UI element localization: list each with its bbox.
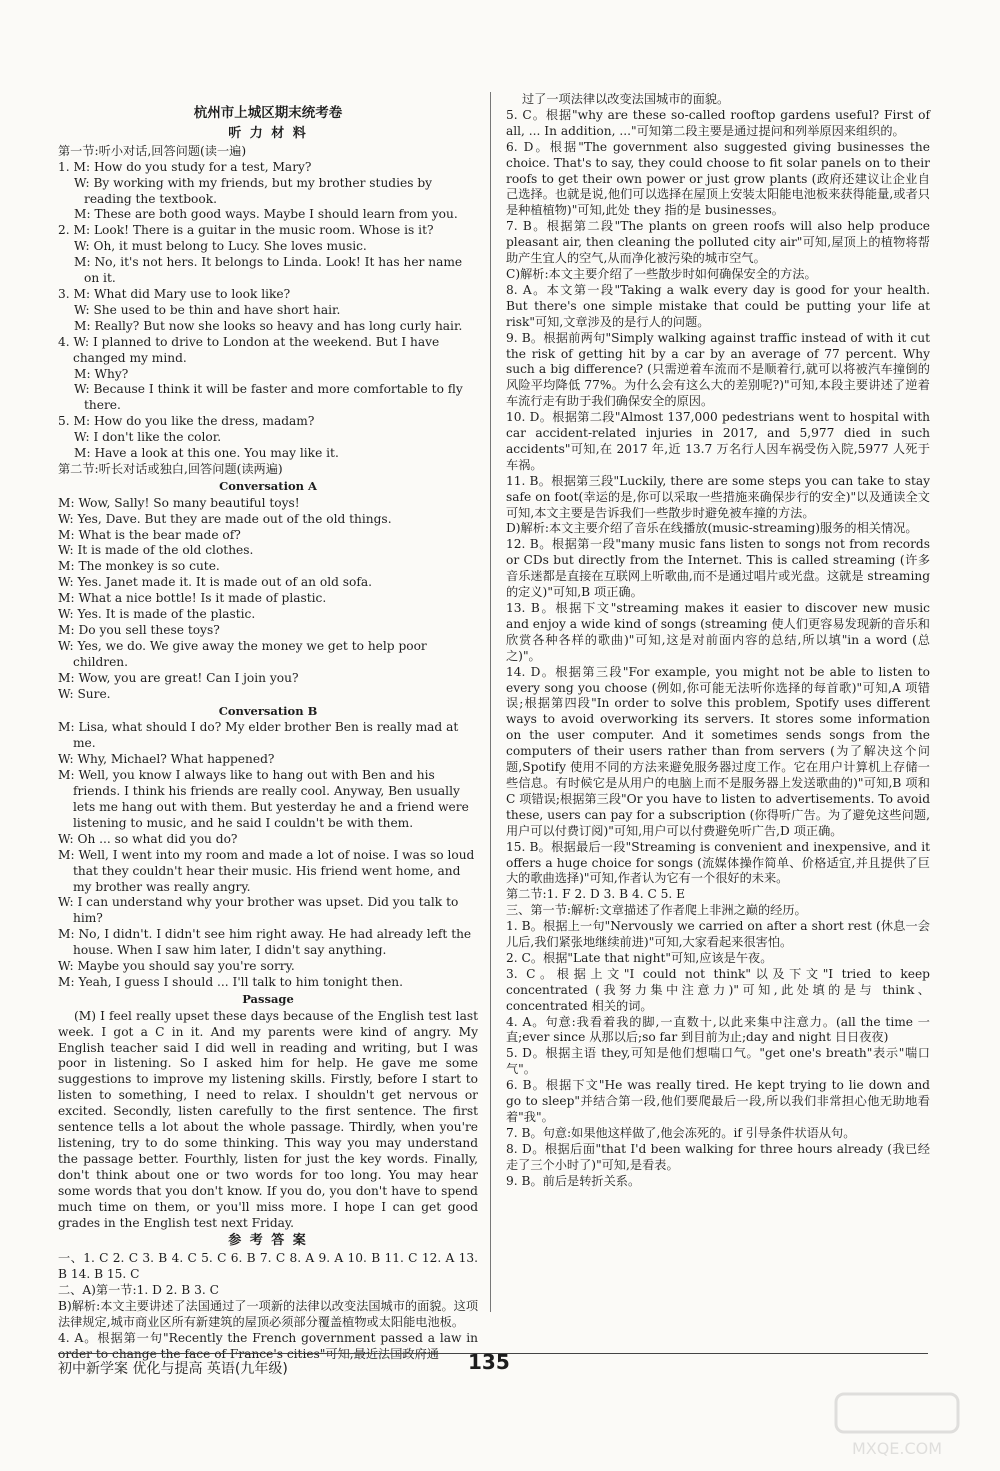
dialogue-line: M: Lisa, what should I do? My elder brother Ben is really mad at me.: [58, 720, 459, 751]
answer-item: 9. B。根据前两句"Simply walking against traffic instead of with it cut the risk of getting hit by a car by an average of 77 percent. Why such a big difference? (只需逆着车流而不是顺着行,就可以将被汽车撞倒的风险平均降低 77%。为什么会有这么大的差别呢?)"可知,本段主要讲述了逆着车流行走有助于我们确保安全的原因。: [506, 330, 930, 409]
answer-line: 二、A)第一节:1. D 2. B 3. C: [58, 1283, 219, 1298]
part2-heading: 第二节:听长对话或独白,回答问题(读两遍): [58, 461, 283, 476]
dialogue-line: M: Yeah, I guess I should ... I'll talk to him tonight then.: [58, 974, 404, 989]
watermark-logo: [832, 1388, 962, 1460]
answer-item: 6. B。根据下文"He was really tired. He kept trying to lie down and go to sleep"并结合第一段,他们要爬最后一段,所以我们非常担心他无助地看着"我"。: [506, 1078, 930, 1124]
answer-item: 过了一项法律以改变法国城市的面貌。: [522, 92, 730, 106]
answer-item: D)解析:本文主要介绍了音乐在线播放(music-streaming)服务的相关情况。: [506, 521, 918, 536]
answer-item: 7. B。根据第二段"The plants on green roofs will also help produce pleasant air, then cleaning the polluted city air"可知,屋顶上的植物将帮助产生宜人的空气,从而净化被污染的城市空气。: [506, 219, 930, 266]
answer-item: 第二节:1. F 2. D 3. B 4. C 5. E: [506, 887, 686, 902]
dialogue-line: W: Yes. It is made of the plastic.: [58, 607, 256, 622]
dialogue-line: M: What is the bear made of?: [58, 527, 241, 542]
conversation-a: [58, 496, 478, 703]
conversation-a-heading: Conversation A: [219, 478, 317, 493]
dialogue-line: W: Oh ... so what did you do?: [58, 831, 238, 846]
dialogue-line: W: By working with my friends, but my brother studies by reading the textbook.: [74, 175, 433, 206]
dialogue-line: M: The monkey is so cute.: [58, 559, 220, 574]
answer-item: 2. C。根据"Late that night"可知,应该是午夜。: [506, 950, 773, 965]
answer-item: 4. A。句意:我看着我的脚,一直数十,以此来集中注意力。(all the time 一直;ever since 从那以后;so far 到目前为止;day and night 日日夜夜): [506, 1014, 930, 1045]
dialogue-line: 2. M: Look! There is a guitar in the music room. Whose is it?: [58, 223, 434, 238]
dialogue-line: M: What a nice bottle! Is it made of plastic.: [58, 591, 327, 606]
answer-item: 5. D。根据主语 they,可知是他们想喘口气。"get one's breath"表示"喘口气"。: [506, 1046, 930, 1077]
page-number: 135: [468, 1350, 510, 1374]
dialogue-line: M: These are both good ways. Maybe I should learn from you.: [74, 207, 458, 222]
book-title: 初中新学案 优化与提高 英语(九年级): [58, 1361, 288, 1377]
dialogue-line: M: Why?: [74, 366, 129, 381]
column-divider: [490, 92, 491, 1312]
dialogue-line: M: Wow, Sally! So many beautiful toys!: [58, 495, 300, 510]
dialogue-line: W: I can understand why your brother was upset. Did you talk to him?: [58, 895, 459, 926]
conversation-b: [58, 720, 478, 990]
dialogue-line: W: Sure.: [58, 686, 111, 701]
answer-item: 三、第一节:解析:文章描述了作者爬上非洲之巅的经历。: [506, 903, 807, 918]
dialogue-line: W: Maybe you should say you're sorry.: [58, 959, 295, 974]
right-column: [506, 92, 930, 1190]
dialogue-line: W: It is made of the old clothes.: [58, 543, 254, 558]
part1-dialogues: [58, 160, 478, 462]
dialogue-line: M: Have a look at this one. You may like it.: [74, 446, 339, 461]
answer-item: C)解析:本文主要介绍了一些散步时如何确保安全的方法。: [506, 266, 817, 281]
dialogue-line: M: No, it's not hers. It belongs to Linda. Look! It has her name on it.: [74, 255, 463, 286]
answer-item: 13. B。根据下文"streaming makes it easier to discover new music and enjoy a wide kind of songs (streaming 使人们更容易发现新的音乐和欣赏各种各样的歌曲)"可知,这是对前面内容的总结,所以填"in a word (总之)"。: [506, 601, 930, 663]
passage-heading: Passage: [242, 991, 294, 1006]
conversation-b-heading: Conversation B: [218, 703, 318, 718]
answer-item: 6. D。根据"The government also suggested giving businesses the choice. That's to say, they could choose to fit solar panels on to their roofs to get their own power or just grow plants (政府还建议让企业自己选择。也就是说,他们可以选择在屋顶上安装太阳能电池板来获得能量,或者只是种植植物)"可知,此处 they 指的是 businesses。: [506, 139, 930, 218]
answers-heading: 参 考 答 案: [228, 1233, 308, 1249]
dialogue-line: 1. M: How do you study for a test, Mary?: [58, 159, 312, 174]
dialogue-line: W: Yes. Janet made it. It is made out of an old sofa.: [58, 575, 373, 590]
dialogue-line: W: Why, Michael? What happened?: [58, 752, 275, 767]
answer-item: 8. D。根据后面"that I'd been walking for three hours already (我已经走了三个小时了)"可知,是看表。: [506, 1141, 930, 1172]
dialogue-line: 5. M: How do you like the dress, madam?: [58, 414, 315, 429]
answer-item: 14. D。根据第三段"For example, you might not be able to listen to every song you choose (例如,你可能无法听你选择的每首歌)"可知,A 项错误;根据第四段"In order to solve this problem, Spotify uses different ways to avoid overworking its servers. It stores some information on the user computer. And it sometimes sends songs from the computers of their users rather than from servers (为了解决这个问题,Spotify 使用不同的方法来避免服务器过度工作。它在用户计算机上存储一些信息。有时候它是从用户的电脑上而不是服务器上发送歌曲的)"可知,B 项和 C 项错误;根据第三段"Or you have to listen to advertisements. To avoid these, users can pay for a subscription (你得听广告。为了避免这些问题,用户可以付费订阅)"可知,用户可以付费避免听广告,D 项正确。: [506, 664, 930, 838]
answer-item: 9. B。前后是转折关系。: [506, 1173, 641, 1188]
dialogue-line: 3. M: What did Mary use to look like?: [58, 286, 291, 301]
answer-item: 5. C。根据"why are these so-called rooftop gardens useful? First of all, ... In addition, ..."可知第二段主要是通过提问和列举原因来组织的。: [506, 107, 930, 138]
dialogue-line: M: Really? But now she looks so heavy and has long curly hair.: [74, 318, 463, 333]
listening-material-heading: 听 力 材 料: [228, 125, 308, 141]
dialogue-line: M: Well, I went into my room and made a lot of noise. I was so loud that they couldn't hear their music. His friend went home, and my brother was really angry.: [58, 847, 475, 894]
answer-line: 一、1. C 2. C 3. B 4. C 5. C 6. B 7. C 8. A 9. A 10. B 11. C 12. A 13. B 14. B 15. C: [58, 1251, 478, 1282]
left-column: [58, 96, 478, 1363]
answer-item: 7. B。句意:如果他这样做了,他会冻死的。if 引导条件状语从句。: [506, 1125, 856, 1140]
answer-item: 11. B。根据第三段"Luckily, there are some steps you can take to stay safe on foot(幸运的是,你可以采取一些措施来确保步行的安全)"以及通读全文可知,本文主要是告诉我们一些散步时避免被车撞的方法。: [506, 473, 930, 520]
answer-line: B)解析:本文主要讲述了法国通过了一项新的法律以改变法国城市的面貌。这项法律规定,城市商业区所有新建筑的屋顶必须部分覆盖植物或太阳能电池板。: [58, 1299, 479, 1329]
dialogue-line: W: Oh, it must belong to Lucy. She loves music.: [74, 239, 367, 254]
answer-item: 10. D。根据第二段"Almost 137,000 pedestrians went to hospital with car accident-related injuries in 2017, and 5,977 died in such accidents"可知,在 2017 年,近 13.7 万名行人因车祸受伤入院,5977 人死于车祸。: [506, 410, 930, 472]
dialogue-line: W: Yes, we do. We give away the money we get to help poor children.: [58, 638, 427, 669]
passage-text: (M) I feel really upset these days because of the English test last week. I got a C in it. And my parents were kind of angry. My English teacher said I did well in reading and writing, but I was poor in listening. So I asked him for help. He gave me some suggestions to improve my listening skills. Firstly, before I start to listen to something, I need to relax. I shouldn't get nervous or excited. Secondly, listen carefully to the first sentence. The first sentence tells a lot about the whole passage. Thirdly, when you're listening, try to do some thinking. This way you may understand the passage better. Fourthly, listen for just the key words. Finally, don't think about one or two words for too long. You may hear some words that you don't know. If you do, you don't have to spend much time on them, or you'll miss more. I hope I can get good grades in the English test next Friday.: [58, 1008, 478, 1230]
answer-item: 3. C。根据上文"I could not think"以及下文"I tried to keep concentrated (我努力集中注意力)"可知,此处填的是与 think、concentrated 相关的词。: [506, 966, 930, 1013]
answers: [58, 1251, 478, 1362]
dialogue-line: M: Do you sell these toys?: [58, 623, 220, 637]
answer-item: 8. A。本文第一段"Taking a walk every day is good for your health. But there's one simple mistake that could be putting your life at risk"可知,文章涉及的是行人的问题。: [506, 282, 930, 329]
dialogue-line: 4. W: I planned to drive to London at the weekend. But I have changed my mind.: [58, 334, 440, 365]
answer-item: 1. B。根据上一句"Nervously we carried on after a short rest (休息一会儿后,我们紧张地继续前进)"可知,大家看起来很害怕。: [506, 919, 930, 950]
part1-heading: 第一节:听小对话,回答问题(读一遍): [58, 143, 247, 158]
exam-title: 杭州市上城区期末统考卷: [193, 105, 343, 121]
dialogue-line: W: Because I think it will be faster and more comfortable to fly there.: [74, 382, 463, 413]
answer-line: 4. A。根据第一句"Recently the French government passed a law in: [58, 1330, 478, 1345]
dialogue-line: W: Yes, Dave. But they are made out of the old things.: [58, 511, 392, 526]
dialogue-line: M: Well, you know I always like to hang out with Ben and his friends. I think his friends are really cool. Anyway, Ben usually lets me hang out with them. But yesterday he and a friend were listening to music, and he said I couldn't be with them.: [58, 768, 469, 830]
dialogue-line: W: I don't like the color.: [74, 430, 222, 445]
dialogue-line: W: She used to be thin and have short hair.: [74, 302, 341, 317]
dialogue-line: M: Wow, you are great! Can I join you?: [58, 670, 299, 685]
dialogue-line: M: No, I didn't. I didn't see him right away. He had already left the house. When I saw him later, I didn't say anything.: [58, 927, 472, 958]
answer-item: 12. B。根据第一段"many music fans listen to songs not from records or CDs but directly from the Internet. This is called streaming (许多音乐迷都是直接在互联网上听歌曲,而不是通过唱片或光盘。这就是 streaming 的定义)"可知,B 项正确。: [506, 537, 930, 600]
answer-item: 15. B。根据最后一段"Streaming is convenient and inexpensive, and it offers a huge choice for songs (流媒体操作简单、价格适宜,并且提供了巨大的歌曲选择)"可知,作者认为它有一个很好的未来。: [506, 839, 930, 886]
watermark-text: MXQE.COM: [851, 1439, 943, 1458]
